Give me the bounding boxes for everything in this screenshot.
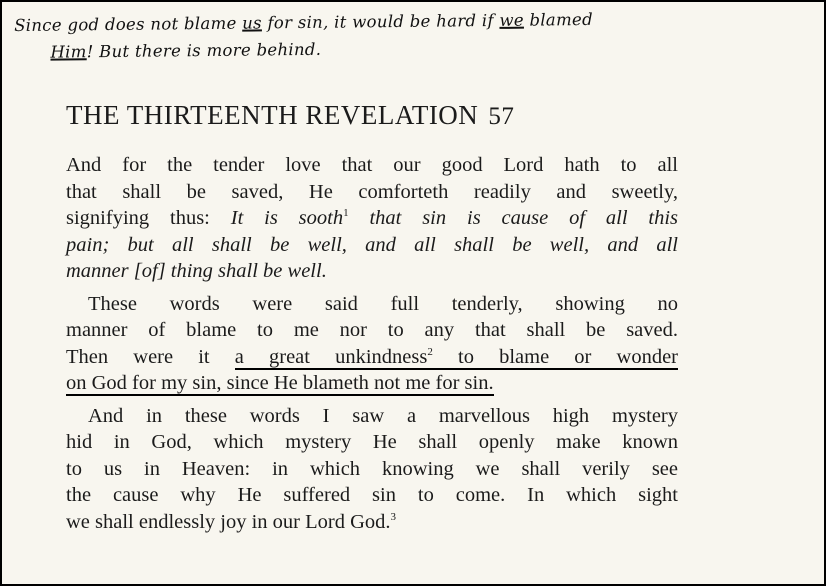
italic-run: It is sooth xyxy=(230,207,344,229)
text-line xyxy=(66,509,678,536)
text-line xyxy=(66,205,678,232)
chapter-title: THE THIRTEENTH REVELATION xyxy=(66,100,479,130)
italic-run: that sin is cause of all this xyxy=(348,207,678,229)
text-run: Then were it xyxy=(66,345,235,368)
text-line: These words were said full tenderly, showing no xyxy=(88,292,678,315)
text-run: a great unkindness xyxy=(234,345,428,368)
note-text: Since god does not blame xyxy=(14,13,243,35)
paragraph-2 xyxy=(66,291,678,397)
text-line: And in these words I saw a marvellous high mystery xyxy=(88,404,678,427)
text-line xyxy=(66,344,678,371)
text-line xyxy=(66,370,678,397)
text-line: the cause why He suffered sin to come. In which sight xyxy=(66,484,678,506)
footnote-marker: 1 xyxy=(343,207,349,220)
italic-run: manner [ xyxy=(66,260,142,282)
text-line: hid in God, which mystery He shall openly make known xyxy=(66,431,678,453)
note-text: ! But there is more behind. xyxy=(86,39,322,62)
note-text: for sin, it would be hard if xyxy=(261,10,500,33)
text-run: we shall endlessly joy in our Lord God. xyxy=(66,510,391,533)
text-run: to blame or wonder xyxy=(432,345,678,368)
text-run: signifying thus: xyxy=(66,207,231,229)
text-line: pain; but all shall be well, and all shall be well, and all xyxy=(66,233,678,256)
text-line: that shall be saved, He comforteth readily and sweetly, xyxy=(66,180,678,203)
note-text: blamed xyxy=(523,9,593,30)
note-underlined-we: we xyxy=(499,10,524,30)
text-line: manner of blame to me nor to any that shall be saved. xyxy=(66,319,678,341)
note-underlined-us: us xyxy=(242,13,262,33)
text-line: to us in Heaven: in which knowing we shall verily see xyxy=(66,457,678,480)
text-line: And for the tender love that our good Lord hath to all xyxy=(66,154,678,176)
footnote-marker: 2 xyxy=(427,345,433,358)
page-number: 57 xyxy=(488,103,515,130)
italic-run: of xyxy=(141,260,158,282)
handwritten-margin-note xyxy=(14,4,825,66)
text-line xyxy=(66,258,678,285)
underlined-run: on God for my sin, since He blameth not me for sin. xyxy=(66,372,494,394)
underlined-run xyxy=(235,346,678,370)
body-text xyxy=(66,152,678,535)
paragraph-3 xyxy=(66,403,678,536)
italic-run: ] thing shall be well. xyxy=(157,260,327,282)
note-underlined-him: Him xyxy=(50,42,87,62)
chapter-heading xyxy=(66,100,514,131)
paragraph-1 xyxy=(66,152,678,285)
footnote-marker: 3 xyxy=(390,510,397,523)
